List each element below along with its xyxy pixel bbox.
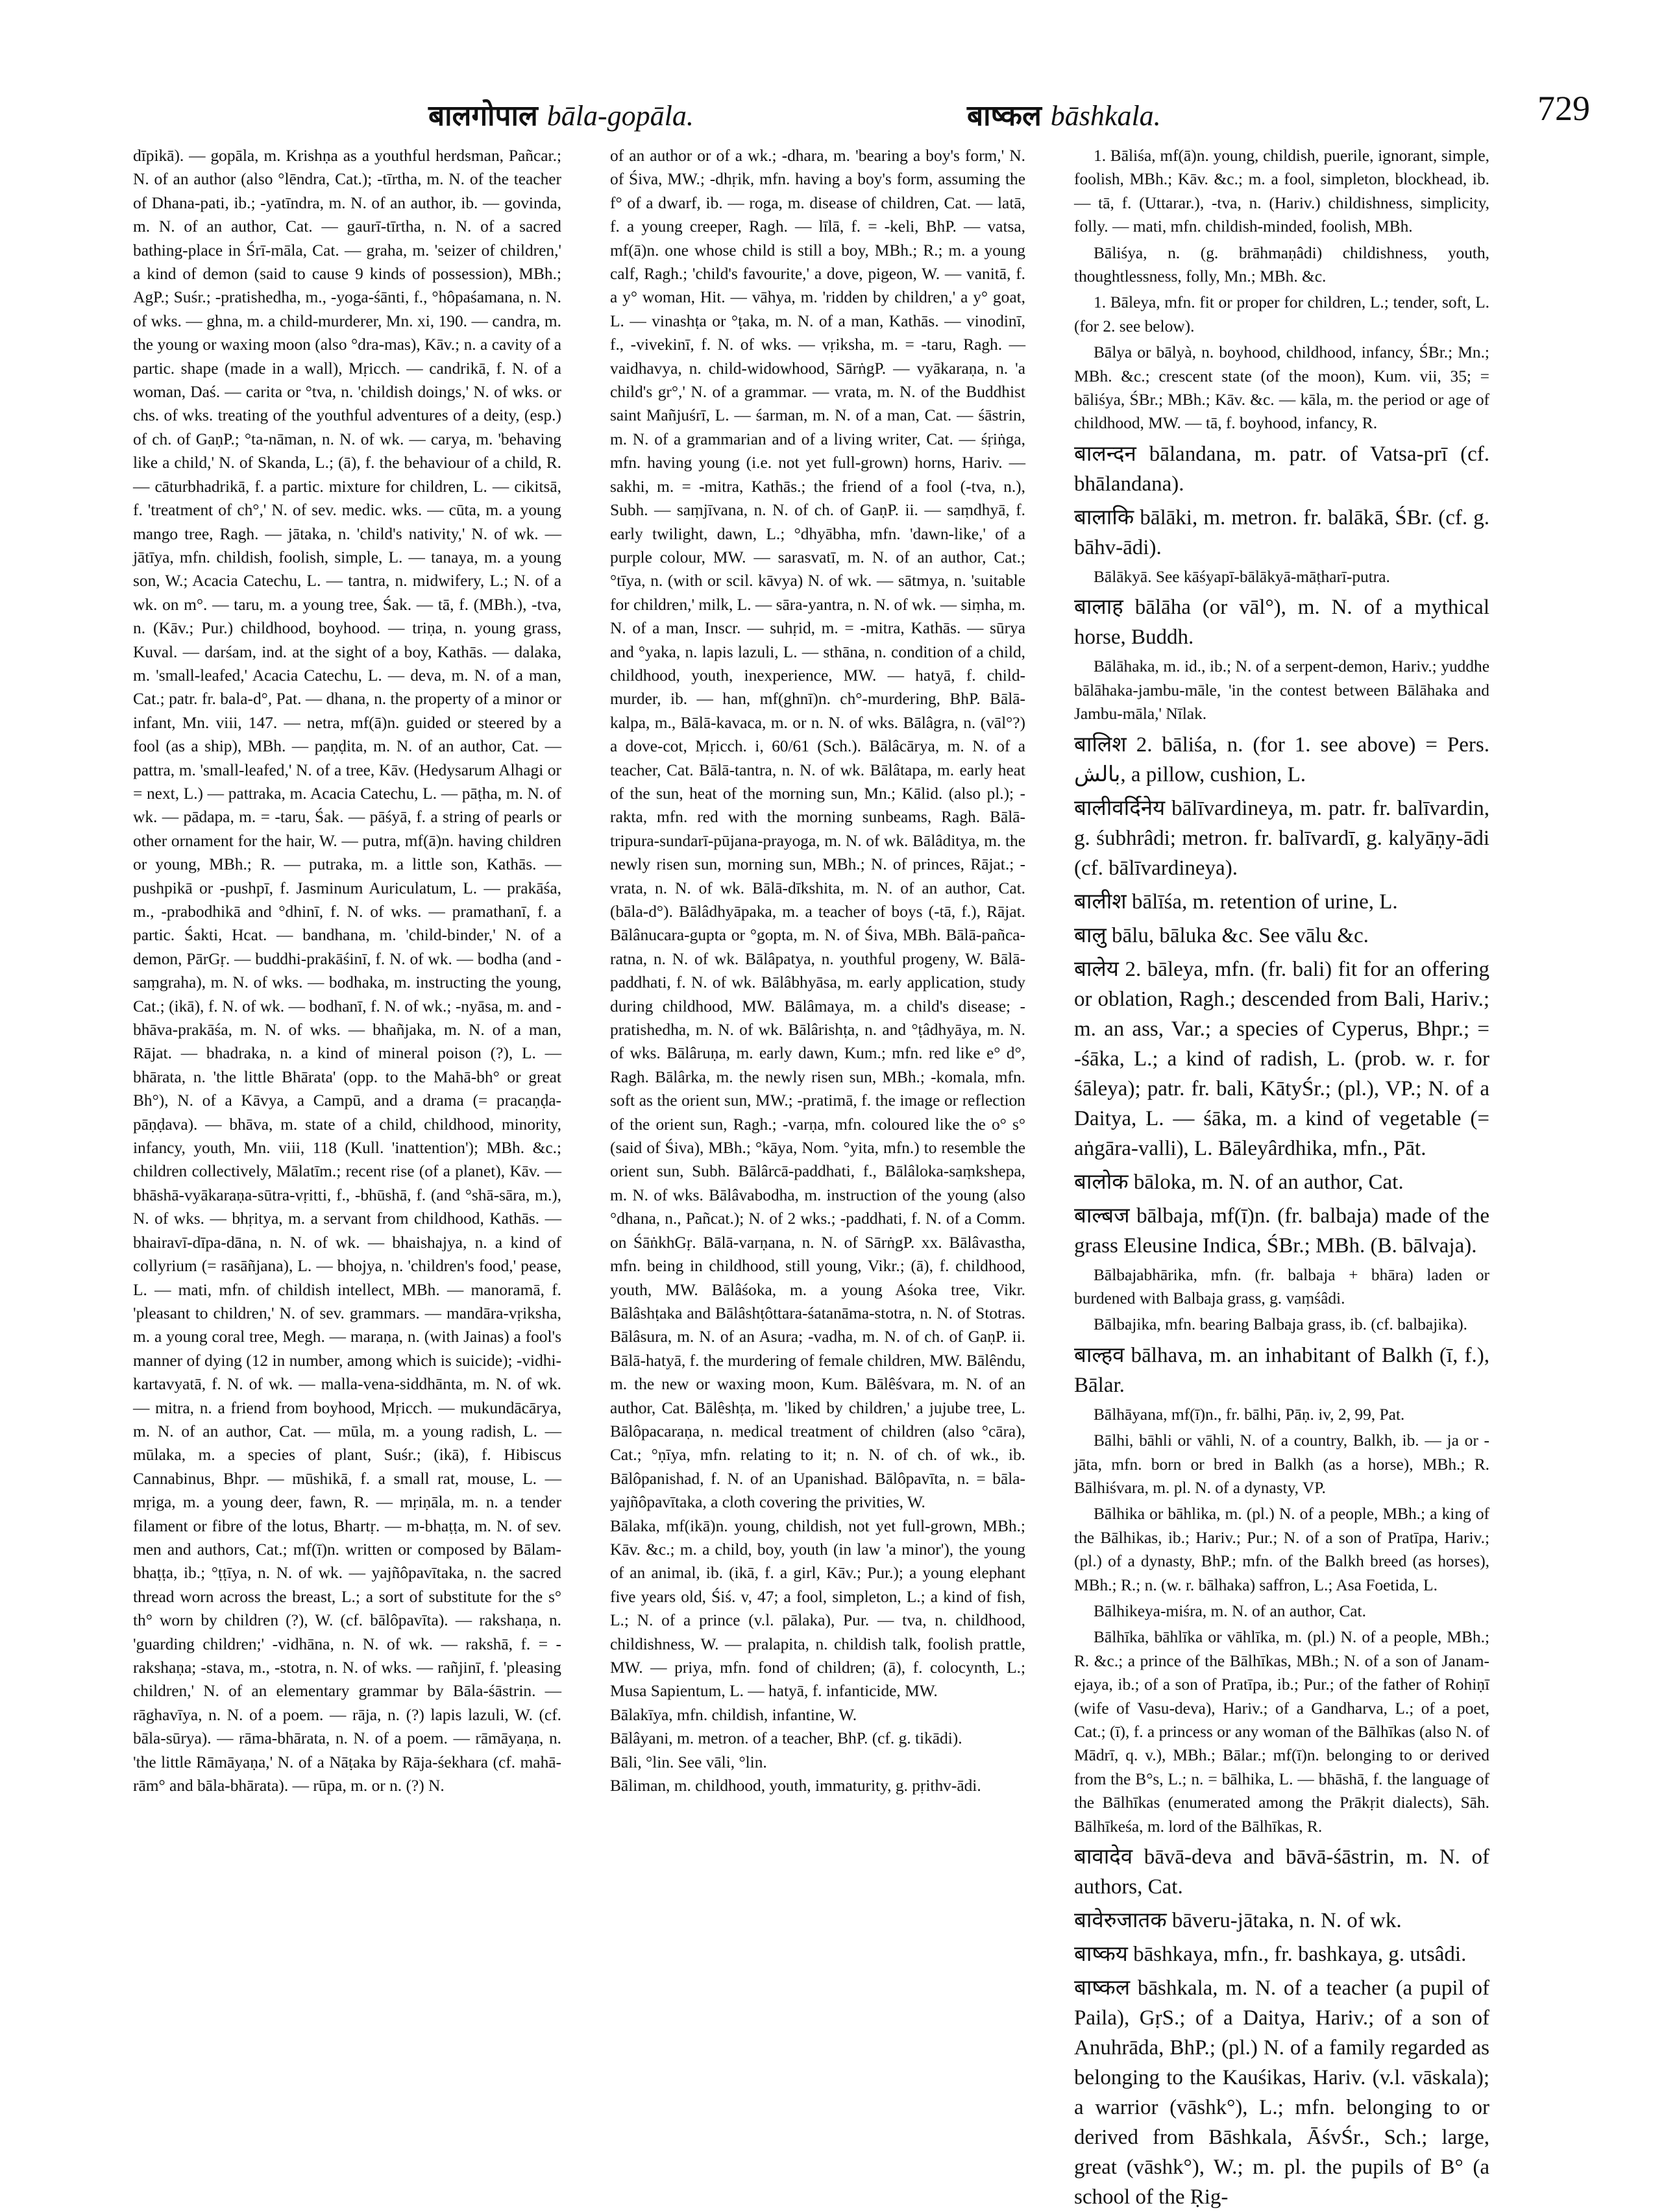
dictionary-entry: Bālakīya, mfn. childish, infantine, W. [610, 1705, 857, 1724]
dictionary-entry: बालु bālu, bāluka &c. See vālu &c. [1074, 923, 1369, 947]
dictionary-entry: Bāli, °lin. See vāli, °lin. [610, 1753, 767, 1771]
column-2 [610, 144, 1025, 2065]
dictionary-entry: 1. Bāliśa, mf(ā)n. young, childish, puerile, ignorant, simple, foolish, MBh.; Kāv. &c.; m. a fool, simpleton, blockhead, ib. — tā, f. (Uttarar.), -tva, n. (Hariv.) childishness, simplicity, folly. — mati, mfn. childish-minded, foolish, MBh. [1074, 147, 1489, 236]
dictionary-entry: बाल्हव bālhava, m. an inhabitant of Balkh (ī, f.), Bālar. [1074, 1343, 1489, 1397]
header-left-transliteration: bāla-gopāla. [546, 100, 694, 132]
dictionary-entry: बाष्कल bāshkala, m. N. of a teacher (a pupil of Paila), GṛS.; of a Daitya, Hariv.; of a son of Anuhrāda, BhP.; (pl.) N. of a family regarded as belonging to the Kauśikas, Hariv. (v.l. vāskala); a warrior (vāshk°), L.; mfn. belonging to or derived from Bāshkala, ĀśvŚr., Sch.; large, great (vāshk°), W.; m. pl. the pupils of B° (a school of the Ṛig- [1074, 1976, 1489, 2209]
running-header [104, 83, 1590, 135]
dictionary-entry: बाल्बज bālbaja, mf(ī)n. (fr. balbaja) made of the grass Eleusine Indica, ŚBr.; MBh. (B. bālvaja). [1074, 1204, 1489, 1258]
page-number: 729 [1537, 89, 1590, 128]
column-1 [133, 144, 561, 2065]
header-left-headword [428, 95, 694, 134]
dictionary-entry: बालीवर्दिनेय bālīvardineya, m. patr. fr. balīvardin, g. śubhrâdi; metron. fr. balīvardī, g. kalyāṇy-ādi (cf. bālīvardineya). [1074, 796, 1489, 880]
dictionary-entry: बालन्दन bālandana, m. patr. of Vatsa-prī (cf. bhālandana). [1074, 442, 1489, 496]
dictionary-entry: बावादेव bāvā-deva and bāvā-śāstrin, m. N. of authors, Cat. [1074, 1845, 1489, 1899]
dictionary-entry: Bālbajabhārika, mfn. (fr. balbaja + bhāra) laden or burdened with Balbaja grass, g. vaṃśâdi. [1074, 1265, 1489, 1307]
dictionary-entry: Bālhīka, bāhlīka or vāhlīka, m. (pl.) N. of a people, MBh.; R. &c.; a prince of the Bālhīkas, MBh.; N. of a son of Janam-ejaya, ib.; of a son of Pratīpa, ib.; Pur.; of the father of Rohiṇī (wife of Vasu-deva), Hariv.; of a Gandharva, L.; of a poet, Cat.; (ī), f. a princess or any woman of the Bālhīkas (also N. of Mādrī, q. v.), MBh.; Bālar.; mf(ī)n. belonging to or derived from the B°s, L.; n. = bālhika, L. — bhāshā, f. the language of the Bālhīkas (enumerated among the Prākṛit dialects), Sāh. Bālhīkeśa, m. lord of the Bālhīkas, R. [1074, 1628, 1489, 1836]
dictionary-entry: 1. Bāleya, mfn. fit or proper for children, L.; tender, soft, L. (for 2. see below). [1074, 293, 1489, 335]
dictionary-entry: बालेय 2. bāleya, mfn. (fr. bali) fit for an offering or oblation, Ragh.; descended from Bali, Hariv.; m. an ass, Var.; a species of Cyperus, Bhpr.; = -śāka, L.; a kind of radish, L. (prob. w. r. for śāleya); patr. fr. bali, KātyŚr.; (pl.), VP.; N. of a Daitya, L. — śāka, m. a kind of vegetable (= aṅgāra-valli), L. Bāleyârdhika, mfn., Pāt. [1074, 957, 1489, 1160]
dictionary-entry: Bālhikeya-miśra, m. N. of an author, Cat. [1094, 1601, 1366, 1620]
dictionary-entry: बावेरुजातक bāveru-jātaka, n. N. of wk. [1074, 1909, 1402, 1933]
dictionary-entry: बालीश bālīśa, m. retention of urine, L. [1074, 890, 1398, 914]
dictionary-entry: Bālhāyana, mf(ī)n., fr. bālhi, Pāṇ. iv, 2, 99, Pat. [1094, 1405, 1405, 1424]
dictionary-entry: Bālâyani, m. metron. of a teacher, BhP. (cf. g. tikādi). [610, 1729, 962, 1748]
dictionary-entry: बाष्कय bāshkaya, mfn., fr. bashkaya, g. utsâdi. [1074, 1943, 1467, 1967]
dictionary-entry: बालाकि bālāki, m. metron. fr. balākā, ŚBr. (cf. g. bāhv-ādi). [1074, 505, 1489, 559]
header-right-devanagari: बाष्कल [967, 99, 1042, 132]
dictionary-entry: Bāliśya, n. (g. brāhmaṇâdi) childishness, youth, thoughtlessness, folly, Mn.; MBh. &c. [1074, 243, 1489, 286]
dictionary-entry: of an author or of a wk.; -dhara, m. 'bearing a boy's form,' N. of Śiva, MW.; -dhṛik, mfn. having a boy's form, assuming the f° of a dwarf, ib. — roga, m. disease of children, Cat. — latā, f. a young creeper, Ragh. — līlā, f. = -keli, BhP. — vatsa, mf(ā)n. one whose child is still a boy, MBh.; R.; m. a young calf, Ragh.; 'child's favourite,' a dove, pigeon, W. — vanitā, f. a y° woman, Hit. — vāhya, m. 'ridden by children,' a y° goat, L. — vinashṭa or °ṭaka, m. N. of a man, Kathās. — vinodinī, f., -vivekinī, f. N. of wks. — vṛiksha, m. = -taru, Ragh. — vaidhavya, n. child-widowhood, SārṅgP. — vyākaraṇa, n. 'a child's gr°,' N. of a grammar. — vrata, m. N. of the Buddhist saint Mañjuśrī, L. — śarman, m. N. of a man, Cat. — śāstrin, m. N. of a grammarian and of a living writer, Cat. — śṛiṅga, mfn. having young (i.e. not yet full-grown) horns, Hariv. — sakhi, m. = -mitra, Kathās.; the friend of a fool (-tva, n.), Subh. — saṃjīvana, n. N. of ch. of GaṇP. ii. — saṃdhyā, f. early twilight, dawn, L.; °dhyābha, mfn. 'dawn-like,' of a purple colour, MW. — sarasvatī, m. N. of an author, Cat.; °tīya, n. (with or scil. kāvya) N. of wk. — sātmya, n. 'suitable for children,' milk, L. — sāra-yantra, n. N. of wk. — siṃha, m. N. of a man, Inscr. — suhṛid, m. = -mitra, Kathās. — sūrya and °yaka, n. lapis lazuli, L. — sthāna, n. condition of a child, childhood, youth, inexperience, MW. — hatyā, f. child-murder, ib. — han, mf(ghnī)n. ch°-murdering, BhP. Bālā-kalpa, m., Bālā-kavaca, m. or n. N. of wks. Bālâgra, n. (vāl°?) a dove-cot, Mṛicch. i, 60/61 (Sch.). Bālâcārya, m. N. of a teacher, Cat. Bālā-tantra, n. N. of wk. Bālâtapa, m. early heat of the sun, heat of the morning sun, Mn.; Kālid. (also pl.); -rakta, mfn. red with the morning sunbeams, Ragh. Bālā-tripura-sundarī-pūjana-prayoga, m. N. of wk. Bālâditya, m. the newly risen sun, morning sun, MBh.; N. of princes, Rājat.; -vrata, n. N. of wk. Bālā-dīkshita, m. N. of an author, Cat. (bāla-d°). Bālâdhyāpaka, m. a teacher of boys (-tā, f.), Rājat. Bālânucara-gupta or °gopta, m. N. of Śiva, MBh. Bālā-pañca-ratna, n. N. of wk. Bālâpatya, n. youthful progeny, W. Bālā-paddhati, f. N. of wk. Bālâbhyāsa, m. early application, study during childhood, MW. Bālâmaya, m. a child's disease; -pratishedha, m. N. of wk. Bālârishṭa, n. and °ṭâdhyāya, m. N. of wks. Bālâruṇa, m. early dawn, Kum.; mfn. red like e° d°, Ragh. Bālârka, m. the newly risen sun, MBh.; -komala, mfn. soft as the orient sun, MW.; -pratimā, f. the image or reflection of the orient sun, Ragh.; -varṇa, mfn. coloured like the o° s° (said of Śiva), MBh.; °kāya, Nom. °yita, mfn.) to resemble the orient sun, Subh. Bālârcā-paddhati, f., Bālâloka-saṃkshepa, m. N. of wks. Bālâvabodha, m. instruction of the young (also °dhana, n., Pañcat.); N. of 2 wks.; -paddhati, f. N. of a Comm. on ŚāṅkhGṛ. Bālā-varṇana, n. N. of SārṅgP. xx. Bālâvastha, mfn. being in childhood, still young, Vikr.; (ā), f. childhood, youth, MW. Bālâśoka, m. a young Aśoka tree, Vikr. Bālâshṭaka and Bālâshṭôttara-śatanāma-stotra, n. N. of Stotras. Bālâsura, m. N. of an Asura; -vadha, m. N. of ch. of GaṇP. ii. Bālā-hatyā, f. the murdering of female children, MW. Bālêndu, m. the new or waxing moon, Kum. Bālêśvara, m. N. of an author, Cat. Bālêshṭa, m. 'liked by children,' a jujube tree, L. Bālôpacaraṇa, n. medical treatment of children (also °cāra), Cat.; °ṇīya, mfn. relating to it; n. N. of ch. of wk., ib. Bālôpanishad, f. N. of an Upanishad. Bālôpavīta, n. = bāla-yajñôpavītaka, a cloth covering the privities, W. [610, 147, 1025, 1512]
dictionary-entry: Bālhika or bāhlika, m. (pl.) N. of a people, MBh.; a king of the Bālhikas, ib.; Hariv.; Pur.; N. of a son of Pratīpa, Hariv.; (pl.) of a dynasty, BhP.; mfn. of the Balkh breed (as horses), MBh.; R.; n. (w. r. bālhaka) saffron, L.; Asa Foetida, L. [1074, 1505, 1489, 1594]
dictionary-entry: Bālbajika, mfn. bearing Balbaja grass, ib. (cf. balbajika). [1094, 1315, 1468, 1334]
dictionary-entry: Bālhi, bāhli or vāhli, N. of a country, Balkh, ib. — ja or -jāta, mfn. born or bred in Balkh (as a horse), MBh.; R. Bālhiśvara, m. pl. N. of a dynasty, VP. [1074, 1431, 1489, 1497]
dictionary-entry: Bālāhaka, m. id., ib.; N. of a serpent-demon, Hariv.; yuddhe bālāhaka-jambu-māle, 'in the contest between Bālāhaka and Jambu-māla,' Nīlak. [1074, 657, 1489, 723]
header-right-headword [967, 95, 1161, 134]
dictionary-entry: Bālya or bālyà, n. boyhood, childhood, infancy, ŚBr.; Mn.; MBh. &c.; crescent state (of the moon), Kum. vii, 35; = bāliśya, ŚBr.; MBh.; Kāv. &c. — kāla, m. the period or age of childhood, MW. — tā, f. boyhood, infancy, R. [1074, 343, 1489, 433]
dictionary-entry: बालोक bāloka, m. N. of an author, Cat. [1074, 1170, 1404, 1194]
dictionary-entry: बालिश 2. bāliśa, n. (for 1. see above) = Pers. بالش, a pillow, cushion, L. [1074, 733, 1489, 786]
header-right-transliteration: bāshkala. [1050, 100, 1161, 132]
dictionary-entry: Bālaka, mf(ikā)n. young, childish, not yet full-grown, MBh.; Kāv. &c.; m. a child, boy, youth (in law 'a minor'), the young of an animal, ib. (ikā, f. a girl, Kāv.; Pur.); a young elephant five years old, Śiś. v, 47; a fool, simpleton, L.; a kind of fish, L.; N. of a prince (v.l. pālaka), Pur. — tva, n. childhood, childishness, W. — pralapita, n. childish talk, foolish prattle, MW. — priya, mfn. fond of children; (ā), f. colocynth, L.; Musa Sapientum, L. — hatyā, f. infanticide, MW. [610, 1516, 1025, 1701]
dictionary-entry: Bālākyā. See kāśyapī-bālākyā-māṭharī-putra. [1094, 567, 1390, 586]
dictionary-entry: बालाह bālāha (or vāl°), m. N. of a mythical horse, Buddh. [1074, 596, 1489, 650]
dictionary-entry: dīpikā). — gopāla, m. Krishṇa as a youthful herdsman, Pañcar.; N. of an author (also °lēndra, Cat.); -tīrtha, m. N. of the teacher of Dhana-pati, ib.; -yatīndra, m. N. of an author, ib. — govinda, m. N. of an author, Cat. — gaurī-tīrtha, n. N. of a sacred bathing-place in Śrī-māla, Cat. — graha, m. 'seizer of children,' a kind of demon (said to cause 9 kinds of possession), MBh.; AgP.; Suśr.; -pratishedha, m., -yoga-śānti, f., °hôpaśamana, n. N. of wks. — ghna, m. a child-murderer, Mn. xi, 190. — candra, m. the young or waxing moon (also °dra-mas), Kāv.; n. a cavity of a partic. shape (made in a wall), Mṛicch. — candrikā, f. N. of a woman, Daś. — carita or °tva, n. 'childish doings,' N. of wks. or chs. of wks. treating of the youthful adventures of a deity, (esp.) of ch. of GaṇP.; °ta-nāman, n. N. of wk. — carya, m. 'behaving like a child,' N. of Skanda, L.; (ā), f. the behaviour of a child, R. — cāturbhadrikā, f. a partic. mixture for children, L. — cikitsā, f. 'treatment of ch°,' N. of sev. medic. wks. — cūta, m. a young mango tree, Ragh. — jātaka, n. 'child's nativity,' N. of wk. — jātīya, mfn. childish, foolish, simple, L. — tanaya, m. a young son, W.; Acacia Catechu, L. — tantra, n. midwifery, L.; N. of a wk. on m°. — taru, m. a young tree, Śak. — tā, f. (MBh.), -tva, n. (Kāv.; Pur.) childhood, boyhood. — triṇa, n. young grass, Kuval. — darśam, ind. at the sight of a boy, Kathās. — dalaka, m. 'small-leafed,' Acacia Catechu, L. — deva, m. N. of a man, Cat.; patr. fr. bala-d°, Pat. — dhana, n. the property of a minor or infant, Mn. viii, 147. — netra, mf(ā)n. guided or steered by a fool (as a ship), MBh. — paṇḍita, m. N. of an author, Cat. — pattra, m. 'small-leafed,' N. of a tree, Kāv. (Hedysarum Alhagi or = next, L.) — pattraka, m. Acacia Catechu, L. — pāṭha, m. N. of wk. — pādapa, m. = -taru, Śak. — pāśyā, f. a string of pearls or other ornament for the hair, W. — putra, mf(ā)n. having children or young, MBh.; R. — putraka, m. a little son, Kathās. — pushpikā or -pushpī, f. Jasminum Auriculatum, L. — prakāśa, m., -prabodhikā and °dhinī, f. N. of wks. — pramathanī, f. a partic. Śakti, Hcat. — bandhana, m. 'child-binder,' N. of a demon, PārGṛ. — buddhi-prakāśinī, f. N. of wk. — bodha (and -saṃgraha), m. N. of wks. — bodhaka, m. instructing the young, Cat.; (ikā), f. N. of wk. — bodhanī, f. N. of wk.; -nyāsa, m. and -bhāva-prakāśa, m. N. of wks. — bhañjaka, m. N. of a man, Rājat. — bhadraka, n. a kind of mineral poison (?), L. — bhārata, n. 'the little Bhārata' (opp. to the Mahā-bh° or great Bh°), N. of a Kāvya, a Campū, and a drama (= pracaṇḍa-pāṇḍava). — bhāva, m. state of a child, childhood, minority, infancy, youth, Mn. viii, 118 (Kull. 'inattention'); MBh. &c.; children collectively, Mālatīm.; recent rise (of a planet), Kāv. — bhāshā-vyākaraṇa-sūtra-vṛitti, f., -bhūshā, f. (and °shā-sāra, m.), N. of wks. — bhṛitya, m. a servant from childhood, Kathās. — bhairavī-dīpa-dāna, n. N. of wk. — bhaishajya, n. a kind of collyrium (= rasāñjana), L. — bhojya, n. 'children's food,' pease, L. — mati, mfn. of childish intellect, MBh. — manoramā, f. 'pleasant to children,' N. of sev. grammars. — mandāra-vṛiksha, m. a young coral tree, Megh. — maraṇa, n. (with Jainas) a fool's manner of dying (12 in number, among which is suicide); -vidhi-kartavyatā, f. N. of wk. — malla-vena-siddhānta, m. N. of wk. — mitra, n. a friend from boyhood, Mṛicch. — mukundācārya, m. N. of an author, Cat. — mūla, m. a young radish, L. — mūlaka, m. a species of plant, Suśr.; (ikā), f. Hibiscus Cannabinus, Bhpr. — mūshikā, f. a small rat, mouse, L. — mṛiga, m. a young deer, fawn, R. — mṛiṇāla, m. n. a tender filament or fibre of the lotus, Bhartṛ. — m-bhaṭṭa, m. N. of sev. men and authors, Cat.; mf(ī)n. written or composed by Bālam-bhaṭṭa, ib.; °ṭṭīya, n. N. of wk. — yajñôpavītaka, n. the sacred thread worn across the breast, L.; a sort of substitute for the s° th° worn by children (?), W. (cf. bālôpavīta). — rakshaṇa, n. 'guarding children;' -vidhāna, n. N. of wk. — rakshā, f. = -rakshaṇa; -stava, m., -stotra, n. N. of wks. — rañjinī, f. 'pleasing children,' N. of an elementary grammar by Bāla-śāstrin. — rāghavīya, n. N. of a poem. — rāja, n. (?) lapis lazuli, W. (cf. bāla-sūrya). — rāma-bhārata, n. N. of a poem. — rāmāyaṇa, n. 'the little Rāmāyaṇa,' N. of a Nāṭaka by Rāja-śekhara (cf. mahā-rām° and bāla-bhārata). — rūpa, m. or n. (?) N. [133, 147, 561, 1795]
column-3 [1074, 144, 1489, 2209]
dictionary-entry: Bāliman, m. childhood, youth, immaturity, g. pṛithv-ādi. [610, 1777, 981, 1795]
header-left-devanagari: बालगोपाल [428, 99, 538, 132]
